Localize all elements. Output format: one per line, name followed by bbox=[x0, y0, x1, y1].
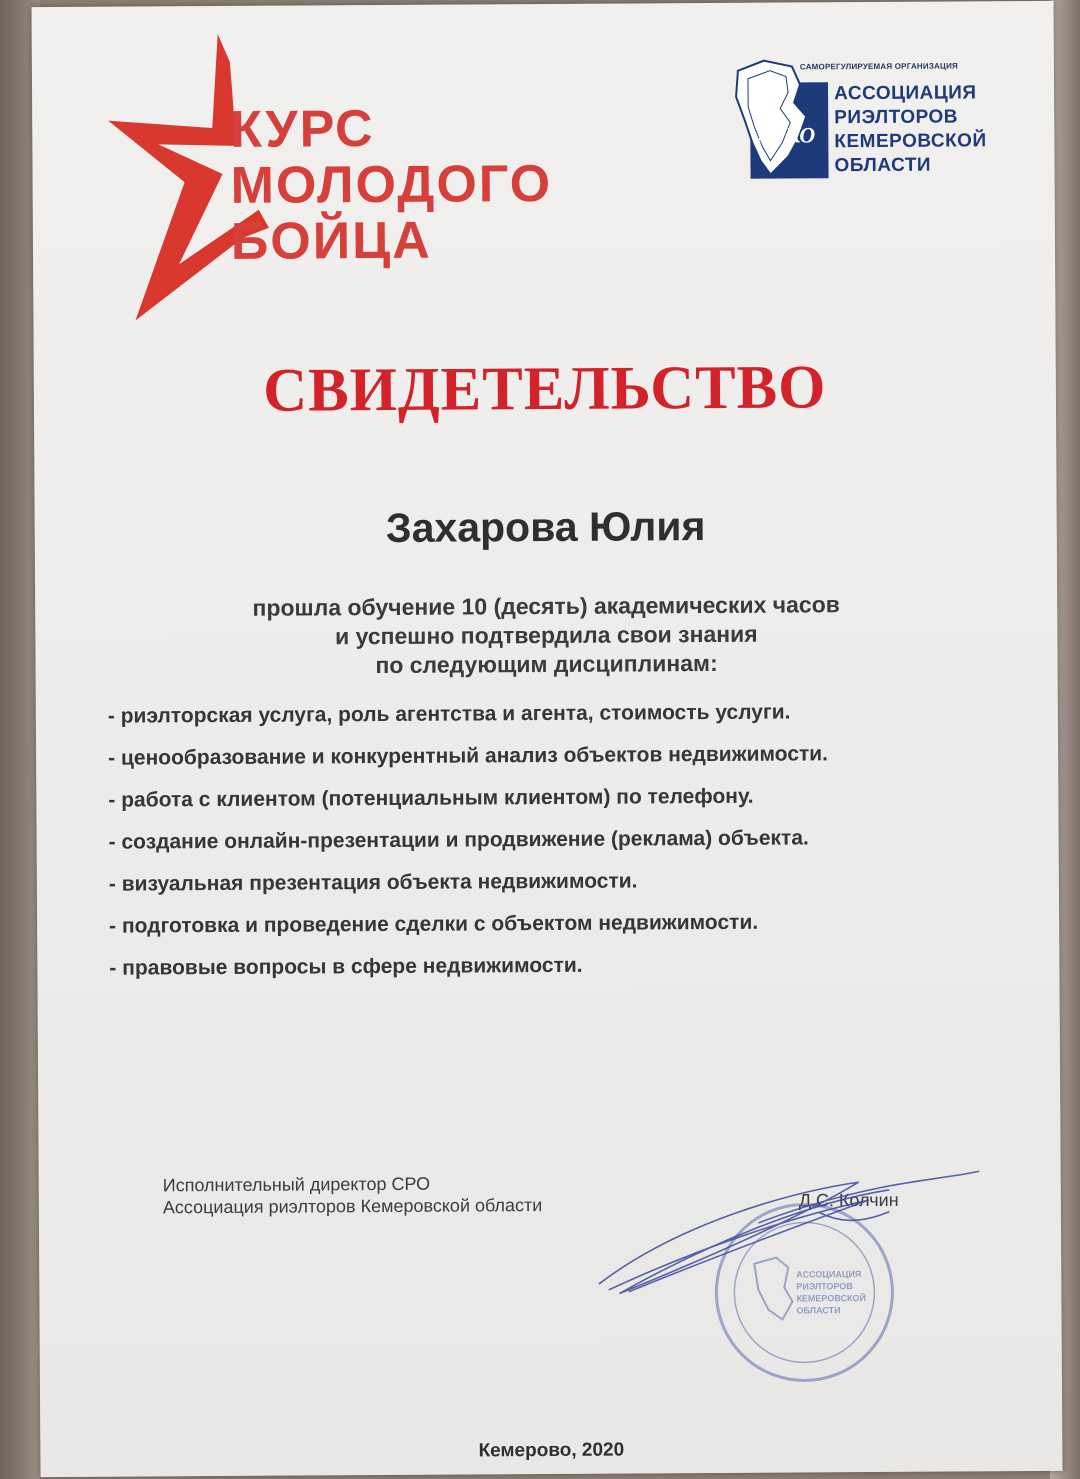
discipline-item: - правовые вопросы в сфере недвижимости. bbox=[109, 953, 583, 980]
course-title-line: МОЛОДОГО bbox=[230, 154, 553, 215]
signatory-position bbox=[163, 1172, 543, 1218]
stamp-text: КЕМЕРОВСКОЙ bbox=[796, 1293, 866, 1304]
statement-line: и успешно подтвердила свои знания bbox=[334, 620, 758, 650]
course-title-line: БОЙЦА bbox=[230, 211, 432, 271]
discipline-item: - создание онлайн-презентации и продвижение (реклама) объекта. bbox=[108, 826, 809, 854]
discipline-item: - подготовка и проведение сделки с объектом недвижимости. bbox=[109, 910, 759, 938]
stamp-text: ОБЛАСТИ bbox=[796, 1305, 841, 1316]
organization-name-line: ОБЛАСТИ bbox=[834, 154, 932, 177]
emblem-text: АРКО bbox=[757, 122, 816, 148]
course-logo bbox=[72, 29, 674, 333]
completion-statement bbox=[35, 589, 1058, 682]
organization-logo bbox=[722, 51, 1003, 193]
region-map-icon bbox=[730, 56, 831, 187]
place-and-year: Кемерово, 2020 bbox=[478, 1439, 625, 1462]
organization-name bbox=[834, 81, 987, 178]
certificate-sheet bbox=[32, 1, 1063, 1477]
stamp-text: РИЭЛТОРОВ bbox=[796, 1281, 853, 1292]
position-line: Ассоциация риэлторов Кемеровской области bbox=[162, 1195, 543, 1218]
statement-line: прошла обучение 10 (десять) академических часов bbox=[252, 591, 840, 621]
organization-name-line: КЕМЕРОВСКОЙ bbox=[834, 130, 987, 153]
position-line: Исполнительный директор СРО bbox=[162, 1173, 431, 1196]
recipient-name: Захарова Юлия bbox=[385, 503, 706, 551]
course-title-line: КУРС bbox=[230, 100, 375, 159]
signer-name: Д.С. Колчин bbox=[798, 1189, 899, 1211]
discipline-item: - риэлторская услуга, роль агентства и агента, стоимость услуги. bbox=[107, 700, 791, 728]
organization-name-line: РИЭЛТОРОВ bbox=[834, 106, 959, 129]
organization-caption: САМОРЕГУЛИРУЕМАЯ ОРГАНИЗАЦИЯ bbox=[799, 61, 959, 72]
discipline-item: - ценообразование и конкурентный анализ объектов недвижимости. bbox=[108, 742, 829, 770]
discipline-item: - визуальная презентация объекта недвижимости. bbox=[108, 869, 638, 896]
stamp-text: АССОЦИАЦИЯ bbox=[796, 1269, 862, 1280]
organization-name-line: АССОЦИАЦИЯ bbox=[833, 82, 977, 105]
course-title bbox=[230, 100, 552, 270]
discipline-item: - работа с клиентом (потенциальным клиентом) по телефону. bbox=[108, 784, 754, 812]
document-title: СВИДЕТЕЛЬСТВО bbox=[263, 353, 827, 425]
handwritten-signature bbox=[559, 1151, 1000, 1314]
statement-line: по следующим дисциплинам: bbox=[375, 649, 718, 679]
discipline-list bbox=[108, 700, 830, 998]
